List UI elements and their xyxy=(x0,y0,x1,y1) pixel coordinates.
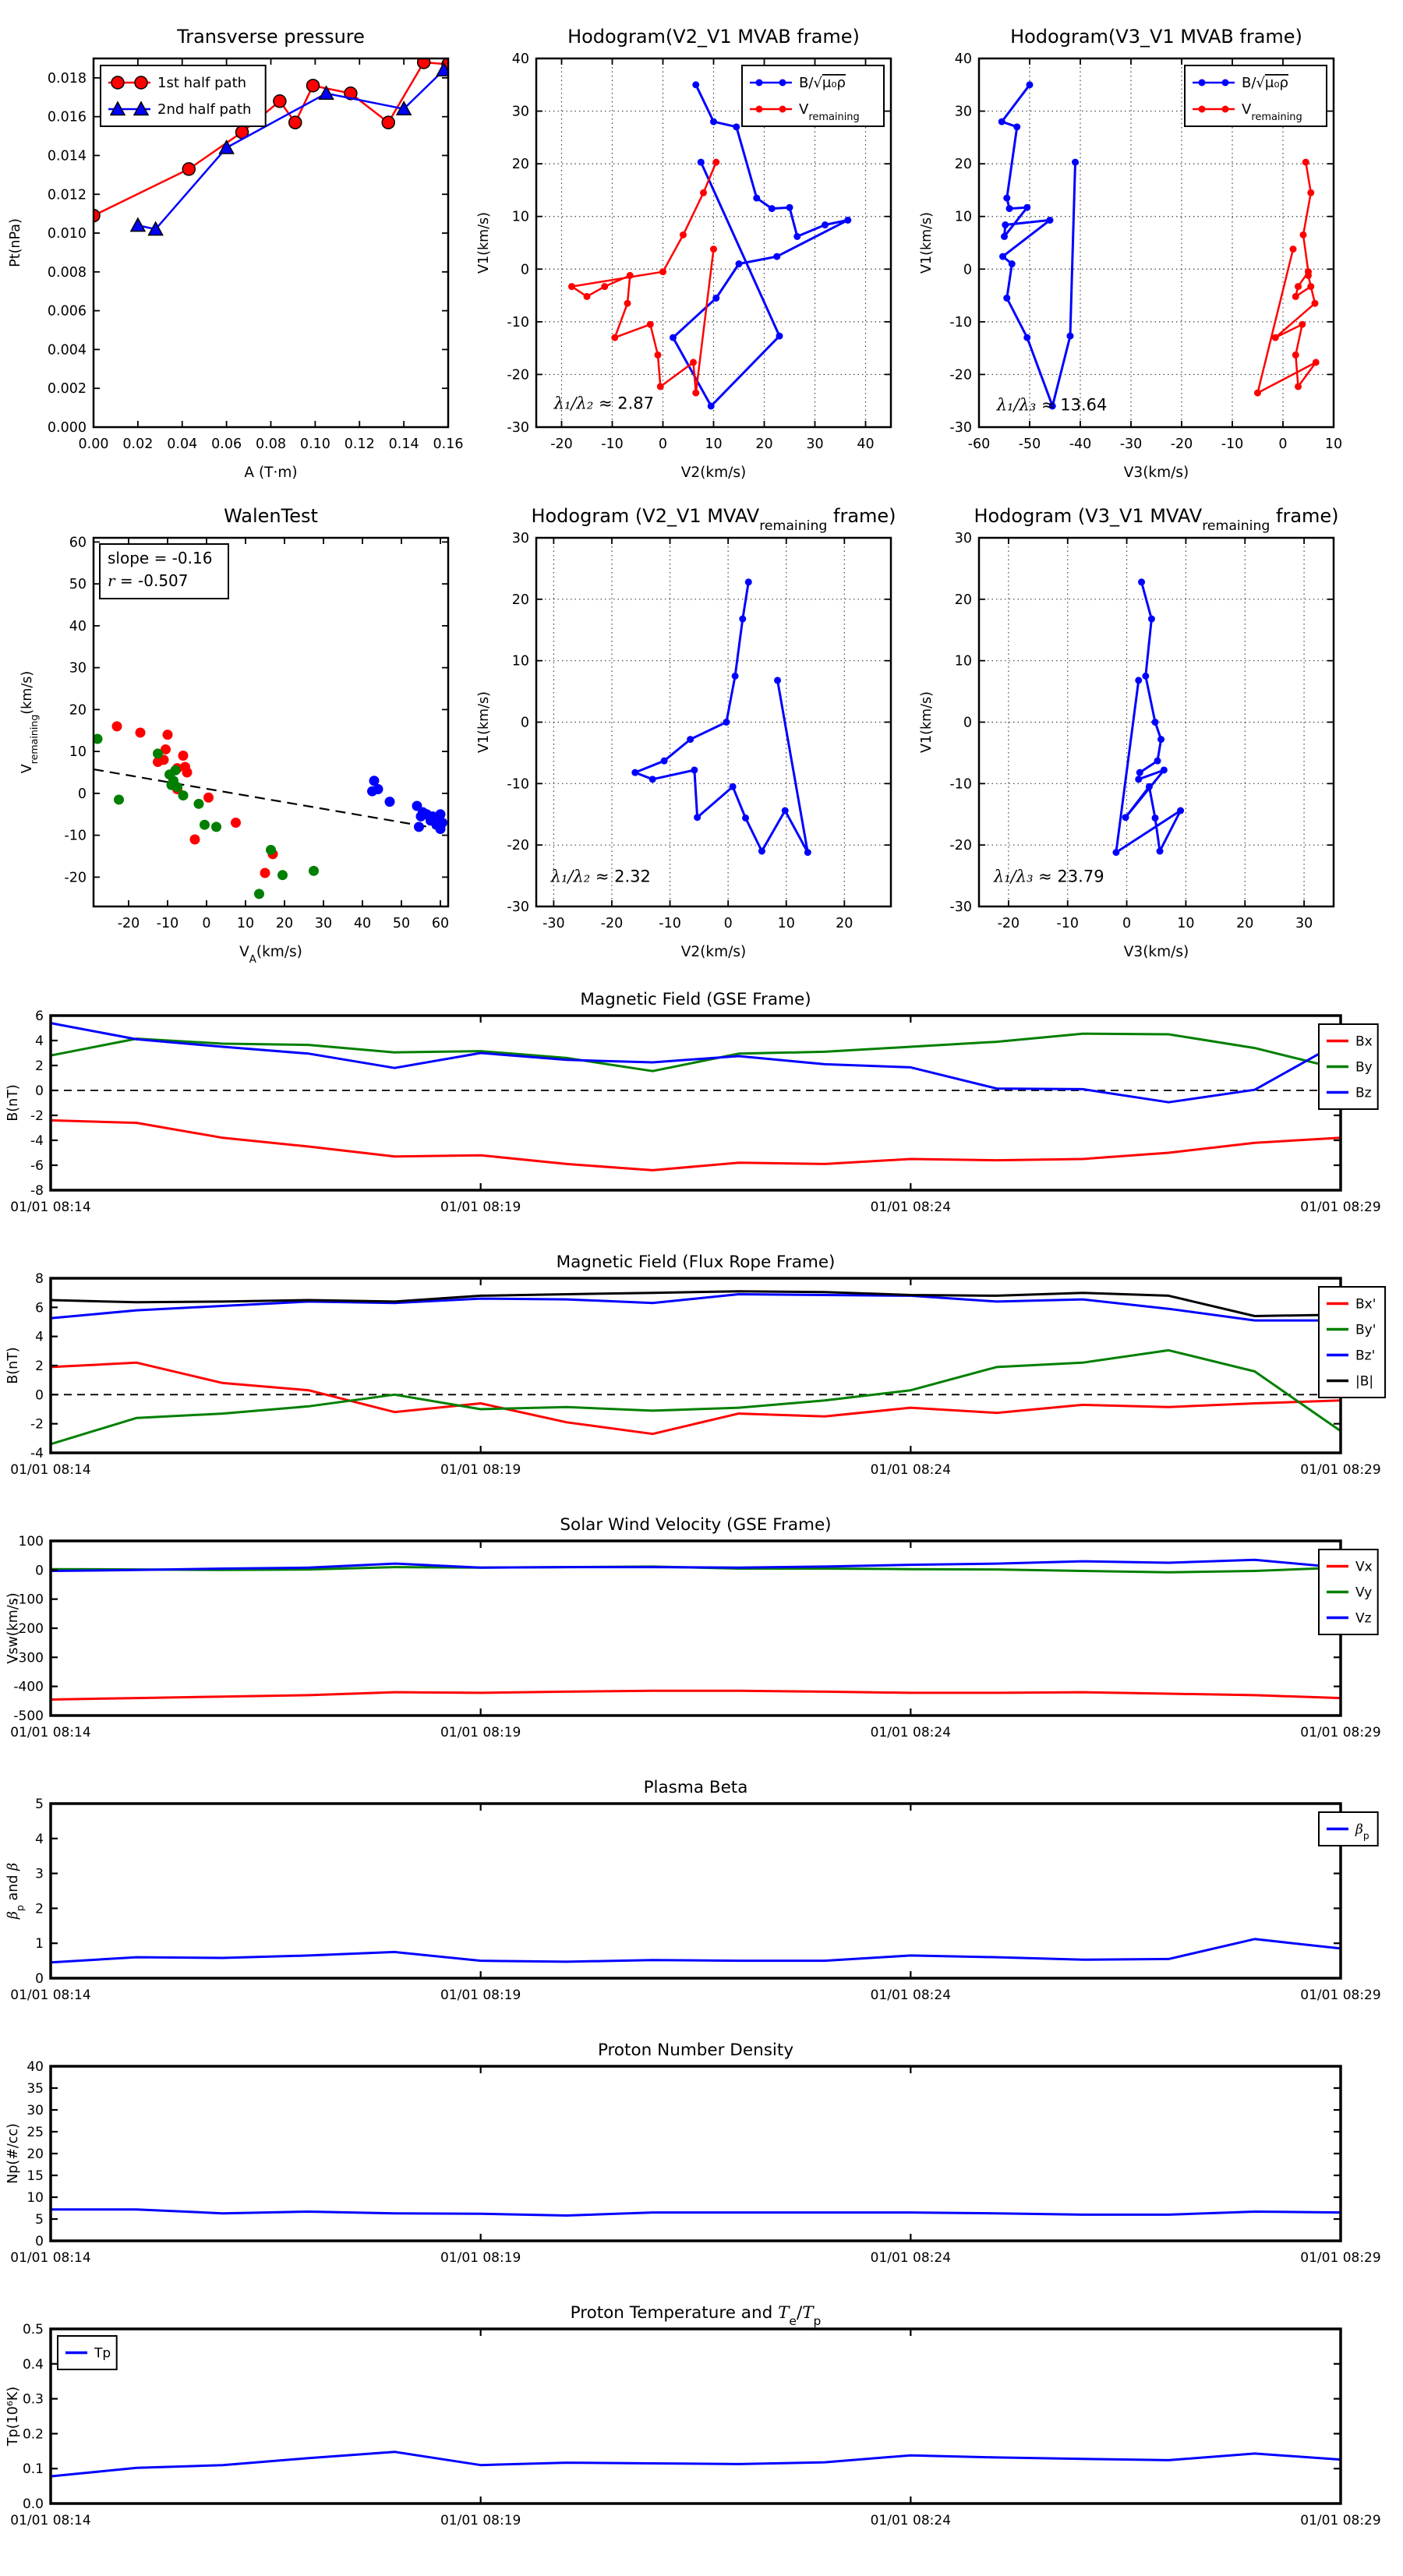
proton-number-density-series xyxy=(51,2210,1341,2216)
proton-number-density xyxy=(5,2041,1381,2266)
svg-text:-60: -60 xyxy=(967,436,991,452)
transverse-pressure xyxy=(8,26,463,481)
svg-text:Bz: Bz xyxy=(1355,1085,1372,1101)
svg-text:Bx: Bx xyxy=(1355,1034,1373,1050)
svg-text:λ₁/λ₃ ≈ 13.64: λ₁/λ₃ ≈ 13.64 xyxy=(996,395,1108,415)
svg-text:10: 10 xyxy=(777,916,795,931)
svg-text:Vsw(km/s): Vsw(km/s) xyxy=(5,1592,21,1664)
svg-text:0.016: 0.016 xyxy=(47,109,87,125)
svg-text:10: 10 xyxy=(1324,436,1343,452)
svg-text:-300: -300 xyxy=(13,1650,44,1666)
svg-text:20: 20 xyxy=(69,702,87,719)
svg-text:-20: -20 xyxy=(1170,436,1193,452)
svg-text:Proton Number Density: Proton Number Density xyxy=(597,2041,794,2060)
svg-text:Vx: Vx xyxy=(1355,1559,1373,1575)
svg-text:5: 5 xyxy=(35,1797,44,1812)
svg-text:0.02: 0.02 xyxy=(122,436,154,452)
svg-text:01/01 08:14: 01/01 08:14 xyxy=(10,2250,91,2266)
svg-text:30: 30 xyxy=(511,104,529,120)
svg-text:10: 10 xyxy=(69,744,87,761)
svg-text:6: 6 xyxy=(35,1009,44,1024)
svg-text:10: 10 xyxy=(27,2190,44,2206)
svg-text:0.08: 0.08 xyxy=(256,436,286,452)
svg-text:V1(km/s): V1(km/s) xyxy=(919,691,935,753)
svg-text:1st half path: 1st half path xyxy=(157,75,247,91)
svg-text:60: 60 xyxy=(431,916,450,931)
svg-text:8: 8 xyxy=(35,1271,44,1287)
svg-text:0.00: 0.00 xyxy=(78,436,109,452)
svg-text:20: 20 xyxy=(511,157,529,173)
svg-text:B(nT): B(nT) xyxy=(5,1347,21,1384)
svg-text:Pt(nPa): Pt(nPa) xyxy=(8,218,23,267)
svg-text:0: 0 xyxy=(35,1563,44,1579)
svg-text:V3(km/s): V3(km/s) xyxy=(1123,465,1189,481)
svg-text:30: 30 xyxy=(954,104,972,120)
plasma-beta-series xyxy=(51,1939,1341,1963)
svg-text:slope = -0.16: slope = -0.16 xyxy=(108,549,213,567)
proton-temperature-series xyxy=(51,2452,1341,2476)
svg-text:-4: -4 xyxy=(30,1133,44,1149)
solar-wind-velocity xyxy=(5,1515,1381,1740)
svg-text:01/01 08:14: 01/01 08:14 xyxy=(10,1200,91,1215)
svg-text:-10: -10 xyxy=(64,828,87,844)
svg-text:40: 40 xyxy=(857,436,875,452)
svg-text:20: 20 xyxy=(511,592,529,608)
svg-text:2: 2 xyxy=(35,1901,44,1917)
svg-text:4: 4 xyxy=(35,1329,44,1345)
svg-text:01/01 08:29: 01/01 08:29 xyxy=(1300,1200,1381,1215)
svg-text:01/01 08:29: 01/01 08:29 xyxy=(1300,1462,1381,1478)
svg-text:50: 50 xyxy=(69,577,87,593)
svg-text:01/01 08:24: 01/01 08:24 xyxy=(870,2513,952,2528)
svg-text:Solar Wind Velocity (GSE Frame: Solar Wind Velocity (GSE Frame) xyxy=(560,1515,832,1535)
svg-text:V1(km/s): V1(km/s) xyxy=(476,691,492,753)
svg-text:0: 0 xyxy=(35,2234,44,2249)
svg-text:-20: -20 xyxy=(507,838,529,854)
svg-text:20: 20 xyxy=(836,916,853,931)
svg-text:01/01 08:24: 01/01 08:24 xyxy=(870,1200,952,1215)
svg-text:0: 0 xyxy=(520,262,529,278)
svg-text:-20: -20 xyxy=(64,870,87,886)
svg-text:0.5: 0.5 xyxy=(22,2322,44,2337)
hodogram-v3v1-mvab xyxy=(919,26,1342,481)
svg-text:-30: -30 xyxy=(507,899,529,915)
svg-text:4: 4 xyxy=(35,1034,44,1049)
svg-text:01/01 08:24: 01/01 08:24 xyxy=(870,1988,952,2003)
svg-text:40: 40 xyxy=(954,51,972,67)
svg-text:Hodogram (V2_V1 MVAVremaining: Hodogram (V2_V1 $MVAV_{remaining}$ frame) xyxy=(531,505,896,534)
svg-text:0: 0 xyxy=(963,262,972,278)
svg-text:V2(km/s): V2(km/s) xyxy=(680,944,747,960)
svg-text:40: 40 xyxy=(27,2059,44,2075)
solar-wind-velocity-legend xyxy=(1319,1549,1378,1634)
hodogram-v2v1-mvab xyxy=(476,26,891,481)
svg-text:0.04: 0.04 xyxy=(167,436,198,452)
svg-text:-200: -200 xyxy=(13,1621,44,1637)
svg-text:30: 30 xyxy=(27,2103,44,2118)
svg-text:-20: -20 xyxy=(949,367,972,383)
svg-text:01/01 08:19: 01/01 08:19 xyxy=(440,2513,521,2528)
svg-text:10: 10 xyxy=(236,916,255,931)
svg-text:2: 2 xyxy=(35,1359,44,1374)
transverse-pressure-legend xyxy=(101,65,266,126)
svg-text:20: 20 xyxy=(755,436,773,452)
svg-text:60: 60 xyxy=(69,535,87,551)
svg-text:01/01 08:14: 01/01 08:14 xyxy=(10,1725,91,1740)
svg-text:01/01 08:29: 01/01 08:29 xyxy=(1300,1988,1381,2003)
svg-text:-10: -10 xyxy=(949,314,972,330)
svg-text:-2: -2 xyxy=(30,1108,44,1124)
svg-text:20: 20 xyxy=(954,592,972,608)
svg-text:10: 10 xyxy=(511,653,529,670)
hodogram-v2v1-mvav-series xyxy=(631,578,811,856)
svg-text:r = -0.507: r = -0.507 xyxy=(108,571,189,590)
svg-text:01/01 08:19: 01/01 08:19 xyxy=(440,1988,521,2003)
hodogram-v3v1-mvav-series xyxy=(1112,578,1184,856)
svg-text:By': By' xyxy=(1355,1322,1376,1338)
svg-text:VA(km/s): $V_A(km/s)$ xyxy=(239,944,302,966)
svg-text:-2: -2 xyxy=(30,1416,44,1433)
svg-text:Plasma Beta: Plasma Beta xyxy=(643,1778,748,1797)
svg-text:V3(km/s): V3(km/s) xyxy=(1123,944,1189,960)
svg-text:4: 4 xyxy=(35,1831,44,1847)
svg-text:01/01 08:19: 01/01 08:19 xyxy=(440,1725,521,1740)
svg-text:0.010: 0.010 xyxy=(47,226,87,242)
svg-text:A (T·m): A (T·m) xyxy=(244,465,298,481)
svg-text:0: 0 xyxy=(35,1387,44,1404)
svg-text:Tp(10⁶K): Tp(10⁶K) xyxy=(5,2386,21,2447)
svg-text:15: 15 xyxy=(27,2168,44,2184)
svg-text:1: 1 xyxy=(35,1936,44,1952)
svg-text:-20: -20 xyxy=(550,436,573,452)
svg-text:Magnetic Field (GSE Frame): Magnetic Field (GSE Frame) xyxy=(580,990,811,1009)
svg-text:-20: -20 xyxy=(507,367,529,383)
magnetic-field-gse-series xyxy=(51,1023,1341,1171)
svg-text:01/01 08:14: 01/01 08:14 xyxy=(10,2513,91,2528)
svg-text:0.004: 0.004 xyxy=(47,342,87,359)
svg-text:0.008: 0.008 xyxy=(47,264,87,281)
svg-text:0: 0 xyxy=(1122,916,1132,931)
svg-text:0.14: 0.14 xyxy=(388,436,419,452)
svg-text:Tp: Tp xyxy=(94,2345,111,2362)
svg-text:01/01 08:24: 01/01 08:24 xyxy=(870,2250,952,2266)
svg-text:Vy: Vy xyxy=(1355,1585,1373,1601)
svg-text:0.2: 0.2 xyxy=(22,2426,44,2443)
walen-test-series xyxy=(93,721,448,899)
svg-text:-30: -30 xyxy=(949,899,972,915)
svg-text:-500: -500 xyxy=(13,1708,44,1724)
svg-text:Magnetic Field (Flux Rope Fram: Magnetic Field (Flux Rope Frame) xyxy=(556,1253,836,1272)
svg-text:0: 0 xyxy=(35,1083,44,1099)
svg-text:01/01 08:14: 01/01 08:14 xyxy=(10,1988,91,2003)
svg-text:01/01 08:29: 01/01 08:29 xyxy=(1300,2250,1381,2266)
svg-text:B/√μ₀ρ: B/√μ₀ρ xyxy=(799,75,846,91)
svg-text:-4: -4 xyxy=(30,1446,44,1461)
svg-text:|B|: |B| xyxy=(1355,1373,1374,1390)
svg-text:20: 20 xyxy=(954,157,972,173)
svg-text:01/01 08:19: 01/01 08:19 xyxy=(440,1200,521,1215)
svg-text:0.16: 0.16 xyxy=(433,436,464,452)
svg-text:50: 50 xyxy=(392,916,411,931)
svg-text:0: 0 xyxy=(77,786,87,802)
svg-text:30: 30 xyxy=(511,531,529,546)
svg-text:-10: -10 xyxy=(1221,436,1244,452)
svg-text:B/√μ₀ρ: B/√μ₀ρ xyxy=(1242,75,1288,91)
magnetic-field-gse xyxy=(5,990,1381,1215)
svg-text:-30: -30 xyxy=(1119,436,1143,452)
svg-text:-20: -20 xyxy=(117,916,140,931)
svg-text:V1(km/s): V1(km/s) xyxy=(476,212,492,274)
svg-text:20: 20 xyxy=(275,916,294,931)
svg-text:2: 2 xyxy=(35,1058,44,1074)
svg-text:Transverse pressure: Transverse pressure xyxy=(177,26,365,48)
svg-text:-10: -10 xyxy=(1056,916,1080,931)
svg-text:10: 10 xyxy=(511,209,529,225)
svg-text:-20: -20 xyxy=(600,916,624,931)
svg-text:-20: -20 xyxy=(949,838,972,854)
svg-text:0.06: 0.06 xyxy=(211,436,242,452)
svg-text:10: 10 xyxy=(705,436,723,452)
svg-text:30: 30 xyxy=(314,916,333,931)
svg-text:Vremaining: $V_{remaining}$ xyxy=(799,101,860,123)
svg-text:Bx': Bx' xyxy=(1355,1296,1376,1313)
svg-text:Vremaining(km/s): $V_{remaining}(km/s)$ xyxy=(19,670,40,774)
svg-text:2nd half path: 2nd half path xyxy=(157,101,252,118)
svg-text:01/01 08:24: 01/01 08:24 xyxy=(870,1725,952,1740)
svg-text:λ₁/λ₂ ≈ 2.87: λ₁/λ₂ ≈ 2.87 xyxy=(553,394,654,413)
svg-text:0.3: 0.3 xyxy=(22,2391,44,2408)
svg-text:Hodogram(V2_V1 MVAB frame): Hodogram(V2_V1 MVAB frame) xyxy=(567,26,860,48)
svg-text:30: 30 xyxy=(69,660,87,677)
svg-text:V1(km/s): V1(km/s) xyxy=(919,212,935,274)
proton-temperature-legend xyxy=(58,2336,117,2369)
magnetic-field-gse-legend xyxy=(1319,1024,1378,1109)
svg-text:-50: -50 xyxy=(1018,436,1041,452)
svg-text:10: 10 xyxy=(954,209,972,225)
svg-text:0: 0 xyxy=(658,436,668,452)
svg-text:01/01 08:29: 01/01 08:29 xyxy=(1300,1725,1381,1740)
svg-text:V2(km/s): V2(km/s) xyxy=(680,465,747,481)
magnetic-field-flux-rope xyxy=(5,1253,1385,1478)
svg-text:WalenTest: WalenTest xyxy=(224,505,318,527)
svg-text:-30: -30 xyxy=(507,420,529,436)
svg-text:10: 10 xyxy=(1177,916,1195,931)
svg-text:0.4: 0.4 xyxy=(22,2356,44,2373)
svg-text:30: 30 xyxy=(806,436,824,452)
svg-text:01/01 08:19: 01/01 08:19 xyxy=(440,2250,521,2266)
svg-text:30: 30 xyxy=(954,531,972,546)
svg-text:01/01 08:29: 01/01 08:29 xyxy=(1300,2513,1381,2528)
svg-text:40: 40 xyxy=(353,916,372,931)
svg-text:0: 0 xyxy=(35,1971,44,1987)
svg-text:Vz: Vz xyxy=(1355,1610,1372,1627)
svg-text:01/01 08:14: 01/01 08:14 xyxy=(10,1462,91,1478)
hodogram-v3v1-mvab-series xyxy=(998,81,1320,409)
svg-text:01/01 08:19: 01/01 08:19 xyxy=(440,1462,521,1478)
svg-text:Vremaining: $V_{remaining}$ xyxy=(1242,101,1302,123)
svg-text:-30: -30 xyxy=(949,420,972,436)
plasma-beta xyxy=(5,1778,1381,2003)
svg-text:5: 5 xyxy=(35,2212,44,2228)
svg-text:-10: -10 xyxy=(507,776,529,793)
hodogram-v3v1-mvav xyxy=(919,505,1339,960)
svg-text:-100: -100 xyxy=(13,1592,44,1608)
walen-test-stats-box xyxy=(100,544,228,599)
svg-text:λ₁/λ₂ ≈ 2.32: λ₁/λ₂ ≈ 2.32 xyxy=(550,867,651,886)
svg-text:35: 35 xyxy=(27,2081,44,2097)
svg-text:Hodogram(V3_V1 MVAB frame): Hodogram(V3_V1 MVAB frame) xyxy=(1010,26,1302,48)
plasma-beta-legend xyxy=(1319,1812,1378,1846)
hodogram-v2v1-mvav xyxy=(476,505,896,960)
svg-text:25: 25 xyxy=(27,2125,44,2140)
svg-text:Bz': Bz' xyxy=(1355,1348,1376,1364)
svg-text:0: 0 xyxy=(202,916,211,931)
svg-text:0.018: 0.018 xyxy=(47,70,87,87)
svg-text:40: 40 xyxy=(69,618,87,634)
svg-text:-6: -6 xyxy=(30,1158,44,1174)
magnetic-field-flux-rope-series xyxy=(51,1292,1341,1444)
svg-text:20: 20 xyxy=(27,2147,44,2162)
svg-text:0.014: 0.014 xyxy=(47,148,87,164)
svg-text:-40: -40 xyxy=(1069,436,1092,452)
svg-text:-10: -10 xyxy=(601,436,624,452)
svg-text:0.012: 0.012 xyxy=(47,187,87,203)
svg-text:3: 3 xyxy=(35,1866,44,1882)
svg-text:20: 20 xyxy=(1236,916,1254,931)
svg-text:βp: $\beta_p$ xyxy=(1355,1822,1369,1842)
svg-text:λ₁/λ₃ ≈ 23.79: λ₁/λ₃ ≈ 23.79 xyxy=(993,867,1104,886)
svg-text:0.006: 0.006 xyxy=(47,303,87,320)
svg-text:0.10: 0.10 xyxy=(299,436,330,452)
svg-text:10: 10 xyxy=(954,653,972,670)
svg-text:-10: -10 xyxy=(949,776,972,793)
hodogram-v2v1-mvab-legend xyxy=(742,65,884,126)
svg-text:Proton Temperature and Te/Tp: Proton Temperature and $T_e/T_p$ xyxy=(570,2303,822,2328)
svg-text:-400: -400 xyxy=(13,1679,44,1695)
magnetic-field-flux-rope-legend xyxy=(1319,1287,1385,1398)
svg-text:0: 0 xyxy=(520,715,529,731)
svg-text:0.000: 0.000 xyxy=(47,420,87,436)
hodogram-v2v1-mvab-series xyxy=(568,81,851,409)
svg-text:0.1: 0.1 xyxy=(22,2461,44,2478)
svg-text:40: 40 xyxy=(511,51,529,67)
svg-text:01/01 08:24: 01/01 08:24 xyxy=(870,1462,952,1478)
svg-text:-10: -10 xyxy=(659,916,681,931)
svg-text:6: 6 xyxy=(35,1300,44,1316)
proton-temperature xyxy=(5,2303,1381,2528)
svg-text:-8: -8 xyxy=(30,1183,44,1199)
svg-text:-20: -20 xyxy=(997,916,1020,931)
svg-text:B(nT): B(nT) xyxy=(5,1084,21,1122)
solar-wind-velocity-series xyxy=(51,1560,1341,1699)
walen-test xyxy=(19,505,449,966)
svg-text:0.0: 0.0 xyxy=(22,2496,44,2512)
svg-text:100: 100 xyxy=(18,1534,44,1549)
svg-text:-10: -10 xyxy=(507,314,529,330)
svg-text:By: By xyxy=(1355,1059,1373,1076)
svg-text:30: 30 xyxy=(1295,916,1313,931)
svg-text:0.002: 0.002 xyxy=(47,381,87,398)
svg-text:Hodogram (V3_V1 MVAVremaining: Hodogram (V3_V1 $MVAV_{remaining}$ frame) xyxy=(974,505,1339,534)
svg-text:0.12: 0.12 xyxy=(344,436,375,452)
svg-text:0: 0 xyxy=(723,916,733,931)
svg-text:0: 0 xyxy=(1278,436,1288,452)
svg-text:-30: -30 xyxy=(542,916,565,931)
svg-text:-10: -10 xyxy=(156,916,179,931)
svg-text:Np(#/cc): Np(#/cc) xyxy=(5,2123,21,2184)
svg-text:βp and β: $\beta_p$ and β xyxy=(5,1862,26,1920)
hodogram-v3v1-mvab-legend xyxy=(1185,65,1327,126)
svg-text:0: 0 xyxy=(963,715,972,731)
